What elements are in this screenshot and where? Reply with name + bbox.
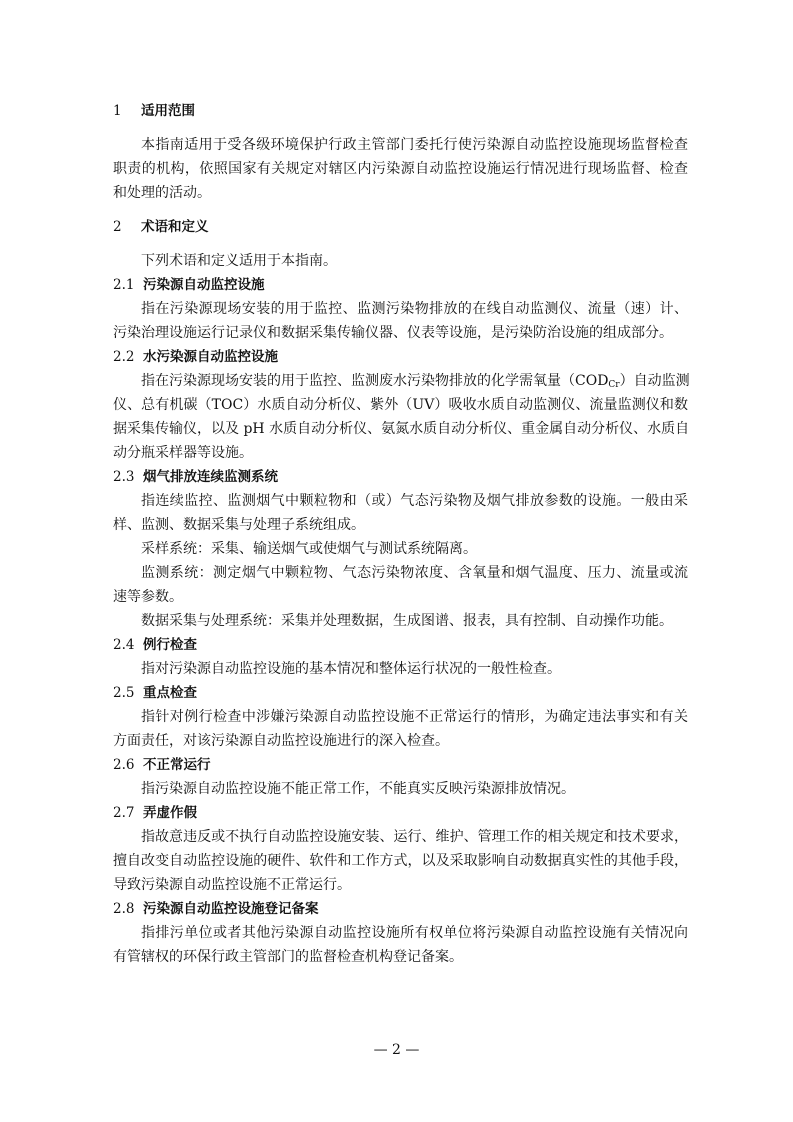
section-number: 2.7 (113, 805, 135, 821)
paragraph-line: 本指南适用于受各级环境保护行政主管部门委托行使污染源自动监控设施现场监督检查 (141, 137, 688, 153)
page-number: — 2 — (373, 1042, 420, 1058)
subsection-2-4-heading (113, 635, 688, 655)
paragraph-line: 仪、总有机碳（TOC）水质自动分析仪、紫外（UV）吸收水质自动监测仪、流量监测仪和数 (113, 397, 688, 413)
paragraph-line: 污染治理设施运行记录仪和数据采集传输仪器、仪表等设施，是污染防治设施的组成部分。 (113, 325, 673, 341)
section-number: 1 (113, 103, 122, 119)
paragraph-line: 指连续监控、监测烟气中颗粒物和（或）气态污染物及烟气排放参数的设施。一般由采 (141, 493, 688, 509)
subsection-2-8-heading (113, 899, 688, 919)
paragraph-line: 指针对例行检查中涉嫌污染源自动监控设施不正常运行的情形，为确定违法事实和有关 (141, 709, 688, 725)
paragraph-line: 职责的机构，依照国家有关规定对辖区内污染源自动监控设施运行情况进行现场监督、检查 (113, 161, 688, 177)
section-number: 2.1 (113, 277, 135, 293)
subsection-2-5-heading (113, 683, 688, 703)
subsection-2-6-heading (113, 755, 688, 775)
paragraph-line: 指对污染源自动监控设施的基本情况和整体运行状况的一般性检查。 (141, 661, 561, 677)
paragraph-line: 有管辖权的环保行政主管部门的监督检查机构登记备案。 (113, 949, 463, 965)
section-number: 2.6 (113, 757, 135, 773)
paragraph-line: 样、监测、数据采集与处理子系统组成。 (113, 517, 365, 533)
section-title: 污染源自动监控设施登记备案 (143, 901, 319, 917)
paragraph-line: 下列术语和定义适用于本指南。 (141, 253, 337, 269)
paragraph-line: 采样系统：采集、输送烟气或使烟气与测试系统隔离。 (141, 541, 477, 557)
paragraph-line: 擅自改变自动监控设施的硬件、软件和工作方式，以及采取影响自动数据真实性的其他手段， (113, 853, 688, 869)
paragraph-line: 和处理的活动。 (113, 185, 211, 201)
section-title: 重点检查 (143, 685, 197, 701)
section-1-heading (113, 101, 688, 121)
paragraph-line: 监测系统：测定烟气中颗粒物、气态污染物浓度、含氧量和烟气温度、压力、流量或流 (141, 565, 688, 581)
section-number: 2.4 (113, 637, 135, 653)
paragraph-line: 指污染源自动监控设施不能正常工作，不能真实反映污染源排放情况。 (141, 781, 575, 797)
subsection-2-1-heading (113, 275, 688, 295)
paragraph-line: 速等参数。 (113, 589, 183, 605)
section-title: 例行检查 (143, 637, 197, 653)
section-title: 适用范围 (141, 103, 195, 119)
paragraph-line: 指排污单位或者其他污染源自动监控设施所有权单位将污染源自动监控设施有关情况向 (141, 925, 688, 941)
section-title: 不正常运行 (143, 757, 211, 773)
paragraph-line: 指故意违反或不执行自动监控设施安装、运行、维护、管理工作的相关规定和技术要求， (141, 829, 688, 845)
paragraph-line: 指在污染源现场安装的用于监控、监测污染物排放的在线自动监测仪、流量（速）计、 (141, 301, 688, 317)
paragraph-line: 据采集传输仪，以及 pH 水质自动分析仪、氨氮水质自动分析仪、重金属自动分析仪、水质自 (113, 421, 690, 437)
text-span: ）自动监测 (619, 373, 690, 389)
subsection-2-3-heading (113, 467, 688, 487)
section-number: 2 (113, 219, 122, 235)
subsection-2-2-heading (113, 347, 688, 367)
paragraph-line: 导致污染源自动监控设施不正常运行。 (113, 877, 351, 893)
subsection-2-7-heading (113, 803, 688, 823)
section-title: 烟气排放连续监测系统 (143, 469, 278, 485)
section-title: 污染源自动监控设施 (143, 277, 265, 293)
subscript: Cr (608, 380, 620, 390)
text-span: 指在污染源现场安装的用于监控、监测废水污染物排放的化学需氧量（COD (141, 373, 609, 389)
paragraph-line: 方面责任，对该污染源自动监控设施进行的深入检查。 (113, 733, 449, 749)
section-number: 2.3 (113, 469, 135, 485)
paragraph-line (141, 371, 688, 395)
section-title: 弄虚作假 (143, 805, 197, 821)
section-2-heading (113, 217, 688, 237)
paragraph-line: 数据采集与处理系统：采集并处理数据，生成图谱、报表，具有控制、自动操作功能。 (141, 613, 673, 629)
section-title: 水污染源自动监控设施 (143, 349, 278, 365)
section-title: 术语和定义 (141, 219, 209, 235)
section-number: 2.8 (113, 901, 135, 917)
paragraph-line: 动分瓶采样器等设施。 (113, 445, 253, 461)
section-number: 2.2 (113, 349, 135, 365)
section-number: 2.5 (113, 685, 135, 701)
